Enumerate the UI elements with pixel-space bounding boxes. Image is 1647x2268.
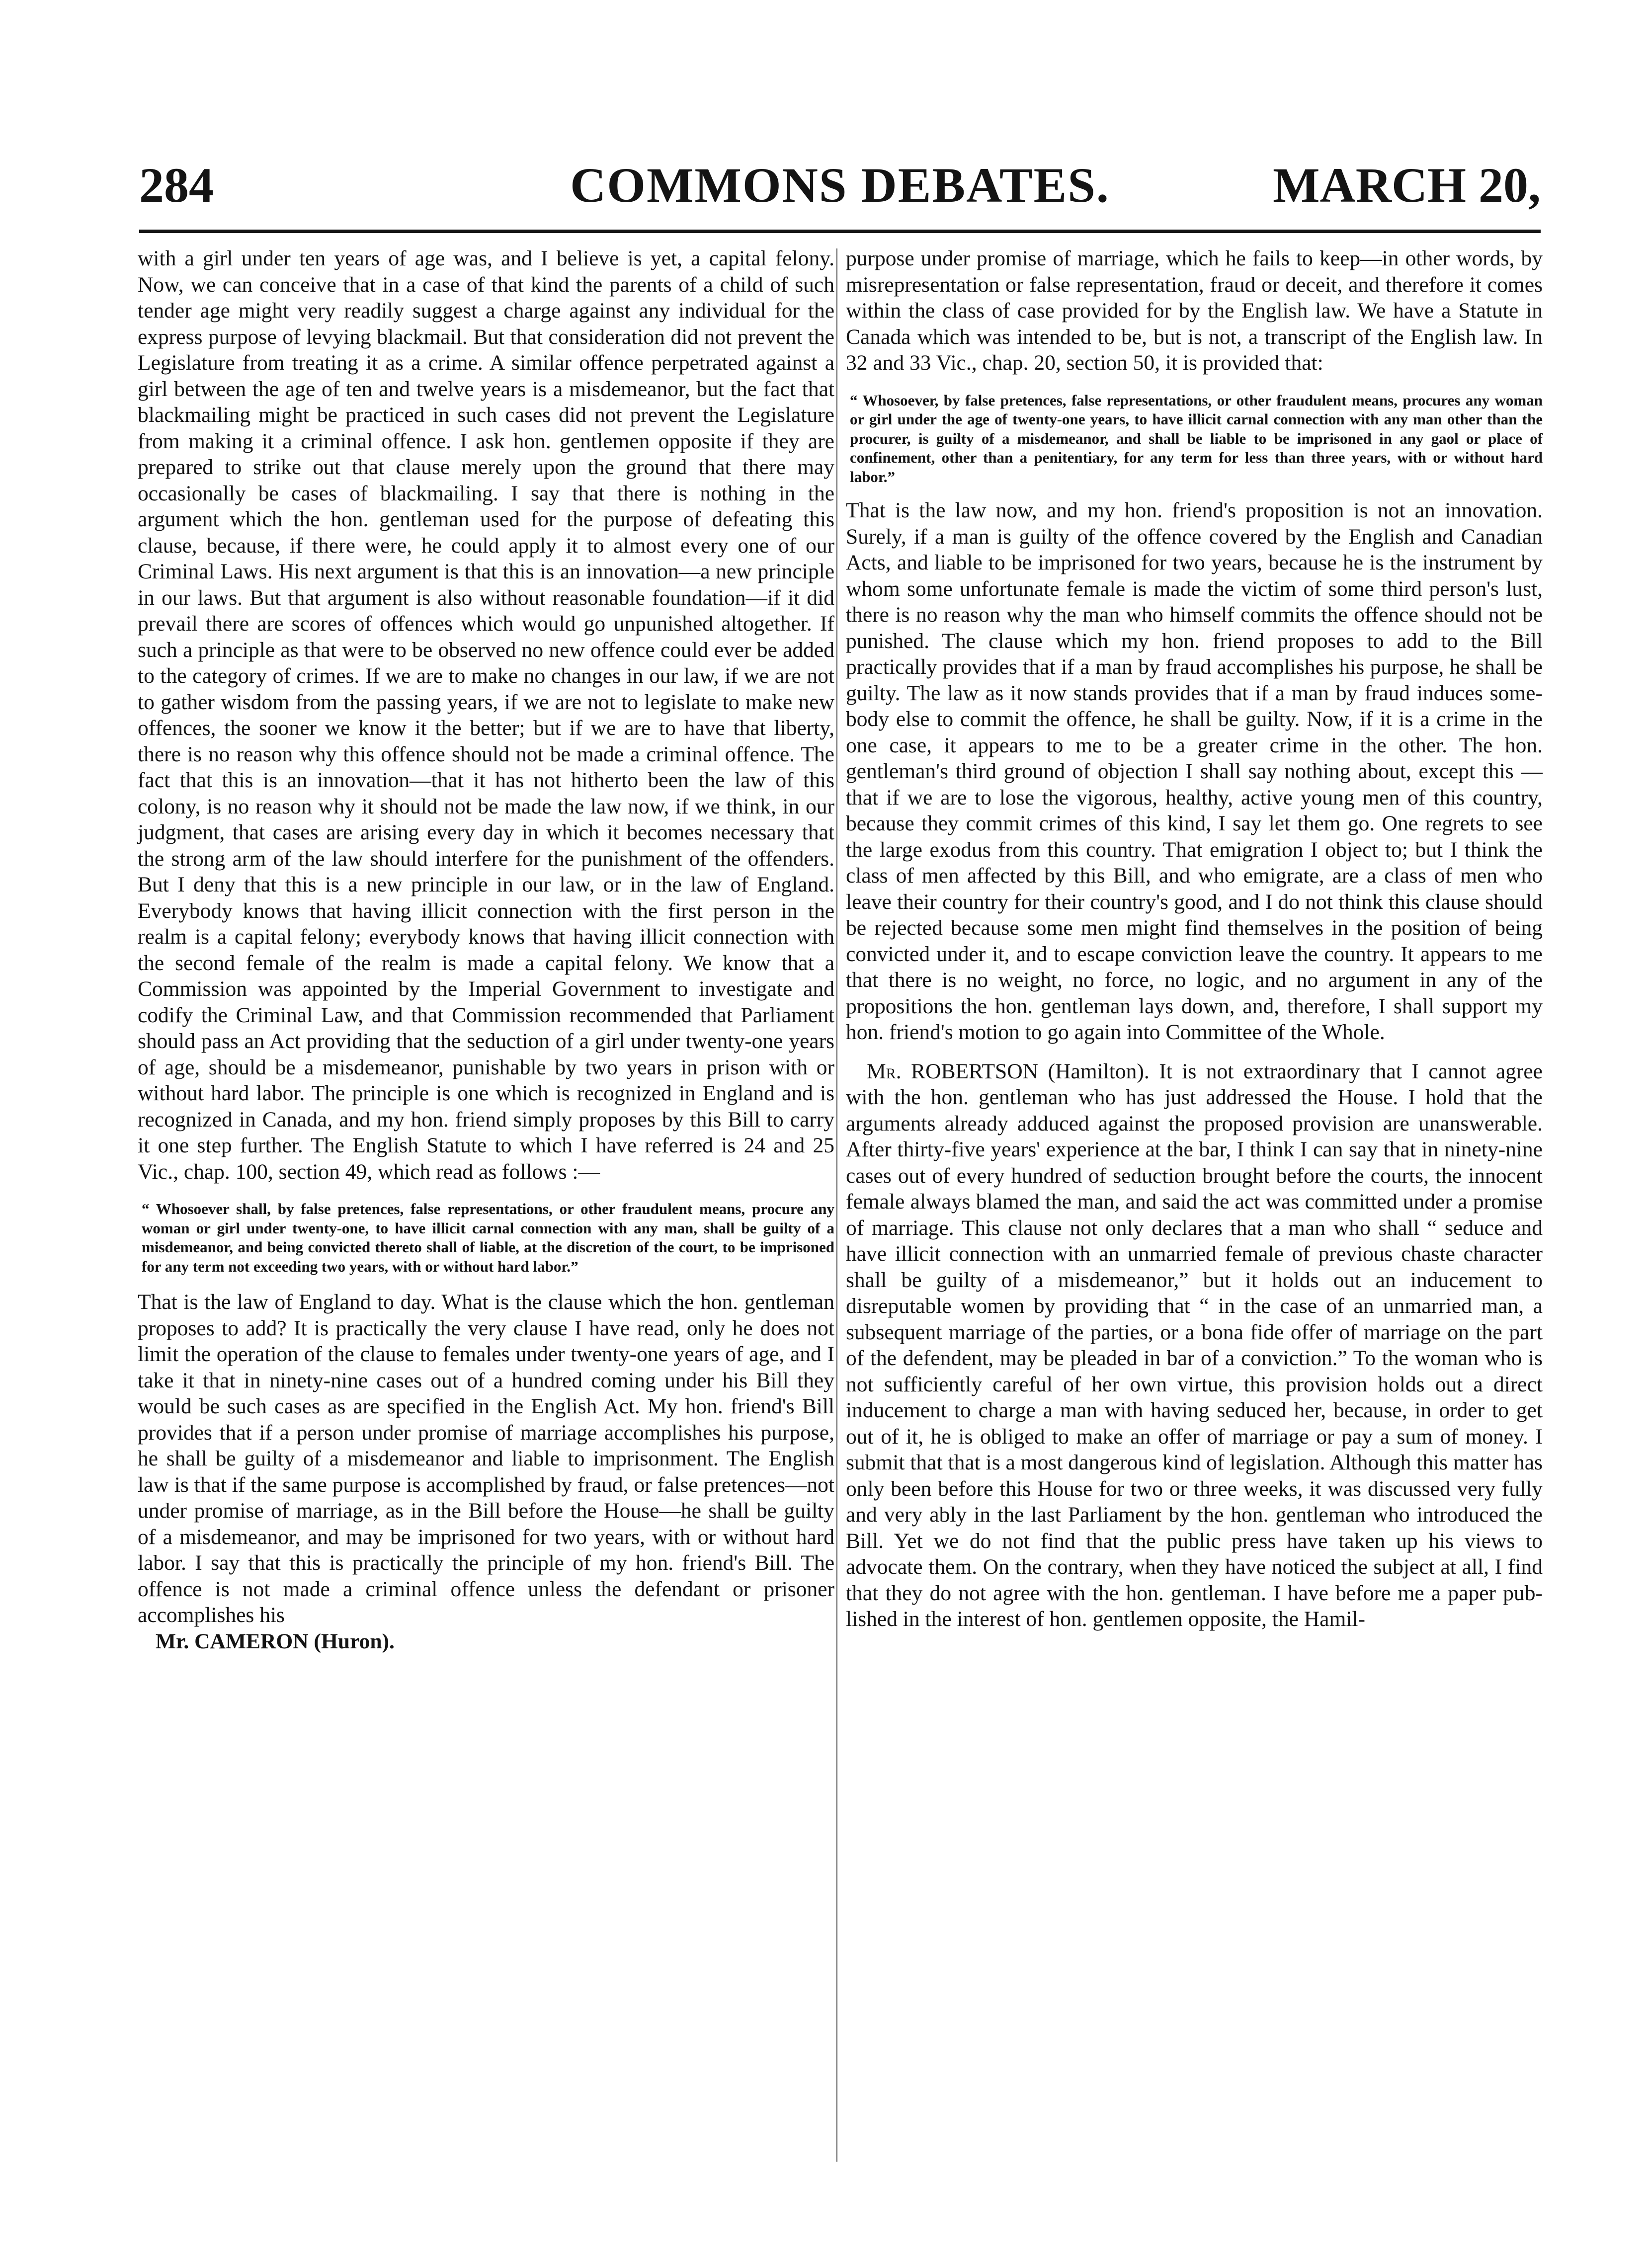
left-quotation: “ Whosoever shall, by false pretences, false representations, or other fraudulent means, procure any woman or girl under twenty-one, to have illicit carnal connection with any man, shall be guilty of a misdemeanor, and being convicted thereto shall of liable, at the discretion of the court, to be imprisoned for any term not exceeding two years, with or without hard labor.”: [142, 1200, 834, 1275]
left-paragraph-1: with a girl under ten years of age was, and I believe is yet, a capital felony. Now, we can conceive that in a case of that kind the parents of a child of such tender age might very readily suggest a charge against any individual for the express purpose of levying blackmail. But that consideration did not prevent the Legislature from treating it as a crime. A similar offence perpetrated against a girl between the age of ten and twelve years is a misdemeanor, but the fact that blackmailing might be practiced in such cases did not prevent the Legislature from making it a criminal offence. I ask hon. gentlemen opposite if they are prepared to strike out that clause merely upon the ground that there may occasionally be cases of blackmailing. I say that there is nothing in the argument which the hon. gentleman used for the purpose of defeating this clause, because, if there were, he could apply it to almost every one of our Criminal Laws. His next argument is that this is an innovation—a new principle in our laws. But that argument is also without reasonable foundation—if it did prevail there are scores of offences which would go unpunished altogether. If such a principle as that were to be observed no new offence could ever be added to the category of crimes. If we are to make no changes in our law, if we are not to gather wisdom from the passing years, if we are not to legislate to make new offences, the sooner we know it the better; but if we are to have that liberty, there is no reason why this offence should not be made a criminal offence. The fact that this is an innovation—that it has not hitherto been the law of this colony, is no reason why it should not be made the law now, if we think, in our judgment, that cases are arising every day in which it becomes necessary that the strong arm of the law should interfere for the punishment of the offenders. But I deny that this is a new principle in our law, or in the law of England. Everybody knows that having illicit connection with the first person in the realm is a capital felony; everybody knows that having illicit connection with the second female of the realm is made a capital felony. We know that a Commission was appointed by the Imperial Government to investigate and codify the Criminal Law, and that Commission recommended that Parliament should pass an Act providing that the seduction of a girl under twenty-one years of age, should be a misdemeanor, punishable by two years in prison with or without hard labor. The principle is one which is recognized in England and is recognized in Canada, and my hon. friend simply proposes by this Bill to carry it one step further. The English Statute to which I have referred is 24 and 25 Vic., chap. 100, section 49, which read as follows :—: [138, 246, 834, 1184]
right-paragraph-1: purpose under promise of marriage, which he fails to keep—in other words, by misrepresentation or false representation, fraud or deceit, and therefore it comes within the class of case provided for by the English law. We have a Statute in Canada which was intended to be, but is not, a transcript of the English law. In 32 and 33 Vic., chap. 20, section 50, it is provided that:: [846, 246, 1543, 375]
page-header: [139, 158, 1541, 213]
speaker-name: Mr. ROBERTSON: [867, 1059, 1039, 1083]
publication-title: COMMONS DEBATES.: [570, 158, 1110, 213]
right-paragraph-2: That is the law now, and my hon. friend's proposition is not an innovation. Surely, if a man is guilty of the offence covered by the English and Canadian Acts, and liable to be imprisoned for two years, because he is the instrument by whom some unfortunate female is made the victim of some third person's lust, there is no reason why the man who himself commits the offence should not be punished. The clause which my hon. friend proposes to add to the Bill practically provides that if a man by fraud accomplishes his purpose, he shall be guilty. The law as it now stands provides that if a man by fraud induces somebody else to commit the offence, he shall be guilty. Now, if it is a crime in the one case, it appears to me to be a greater crime in the other. The hon. gentleman's third ground of objection I shall say nothing about, except this — that if we are to lose the vigorous, healthy, active young men of this country, because they commit crimes of this kind, I say let them go. One regrets to see the large exodus from this country. That emigration I object to; but I think the class of men affected by this Bill, and who emigrate, are a class of men who leave their country for their country's good, and I do not think this clause should be rejected because some men might find themselves in the position of being convicted under it, and to escape conviction leave the country. It appears to me that there is no weight, no force, no logic, and no argument in any of the propositions the hon. gentleman lays down, and, therefore, I shall support my hon. friend's motion to go again into Committee of the Whole.: [846, 498, 1543, 1044]
left-paragraph-2: That is the law of England to day. What is the clause which the hon. gentleman proposes to add? It is practically the very clause I have read, only he does not limit the operation of the clause to females under twenty-one years of age, and I take it that in ninety-nine cases out of a hundred coming under his Bill they would be such cases as are specified in the English Act. My hon. friend's Bill provides that if a person under promise of marriage accomplishes his purpose, he shall be guilty of a misdemeanor and liable to imprisonment. The English law is that if the same purpose is accomplished by fraud, or false pretences—not under promise of marriage, as in the Bill before the House—he shall be guilty of a misdemeanor, and may be imprisoned for two years, with or without hard labor. I say that this is practically the principle of my hon. friend's Bill. The offence is not made a criminal offence unless the defendant or prisoner accomplishes his: [138, 1290, 834, 1627]
left-column: [138, 245, 834, 1654]
column-divider: [836, 248, 837, 2162]
header-rule: [139, 230, 1541, 233]
right-paragraph-3: [846, 1058, 1543, 1632]
page-date: MARCH 20,: [1273, 158, 1541, 213]
speaker-signature: Mr. CAMERON (Huron).: [156, 1629, 395, 1653]
right-paragraph-3-text: (Hamilton). It is not extraordinary that I cannot agree with the hon. gentleman who has just addressed the House. I hold that the arguments already adduced against the proposed provision are unanswerable. After thirty-five years' experience at the bar, I think I can say that in ninety-nine cases out of every hundred of seduction brought before the courts, the innocent female always blamed the man, and said the act was committed under a promise of marriage. This clause not only declares that a man who shall “ seduce and have illicit connection with an unmarried female of previous chaste character shall be guilty of a misdemeanor,” but it holds out an inducement to disreputable women by providing that “ in the case of an unmarried man, a subsequent marriage of the parties, or a bona fide offer of marriage on the part of the defendent, may be pleaded in bar of a conviction.” To the woman who is not sufficiently careful of her own virtue, this provision holds out a direct inducement to charge a man with having seduced her, because, in order to get out of it, he is obliged to make an offer of marriage or pay a sum of money. I submit that that is a most dangerous kind of legislation. Although this matter has only been before this House for two or three weeks, it was discussed very fully and very ably in the last Parliament by the hon. gentleman who introduced the Bill. Yet we do not find that the public press have taken up his views to advocate them. On the contrary, when they have noticed the subject at all, I find that they do not agree with the hon. gentleman. I have before me a paper published in the interest of hon. gentlemen opposite, the Hamil-: [846, 1059, 1543, 1631]
page-number: 284: [139, 158, 214, 213]
right-column: [846, 245, 1543, 1632]
right-quotation: “ Whosoever, by false pretences, false representations, or other fraudulent means, procures any woman or girl under the age of twenty-one years, to have illicit carnal connection with any man other than the procurer, is guilty of a misdemeanor, and shall be liable to be imprisoned in any gaol or place of confinement, other than a penitentiary, for any term for less than three years, with or without hard labor.”: [850, 391, 1543, 486]
